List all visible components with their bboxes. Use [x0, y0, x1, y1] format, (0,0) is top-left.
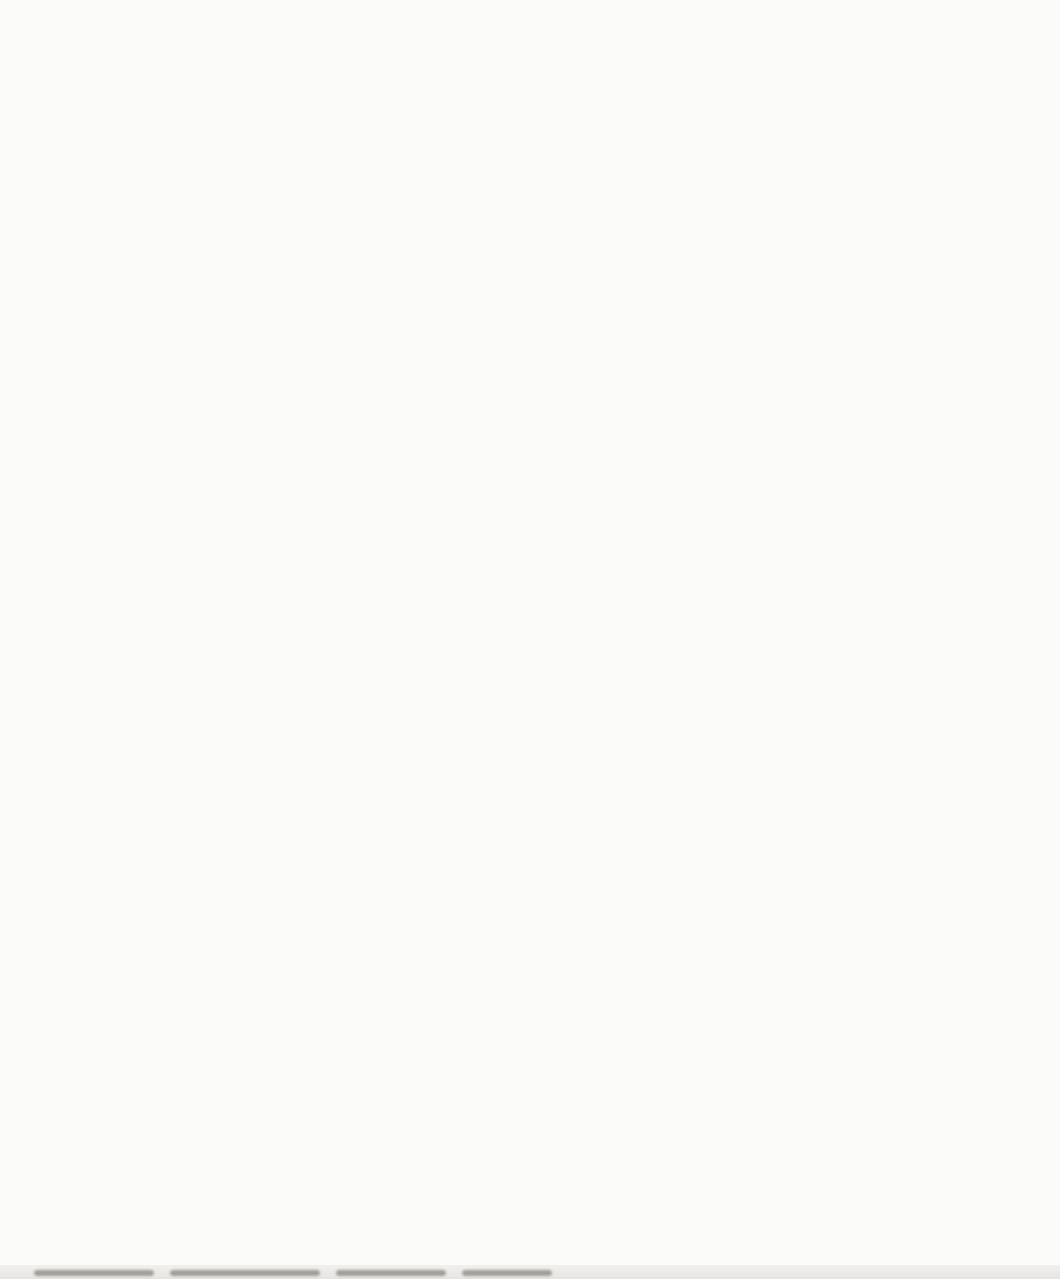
cutoff-text-fragment	[170, 1270, 320, 1276]
cutoff-text-fragment	[336, 1270, 446, 1276]
cutoff-text-strip	[0, 1265, 1060, 1279]
cutoff-text-fragment	[34, 1270, 154, 1276]
cutoff-text-fragment	[462, 1270, 552, 1276]
